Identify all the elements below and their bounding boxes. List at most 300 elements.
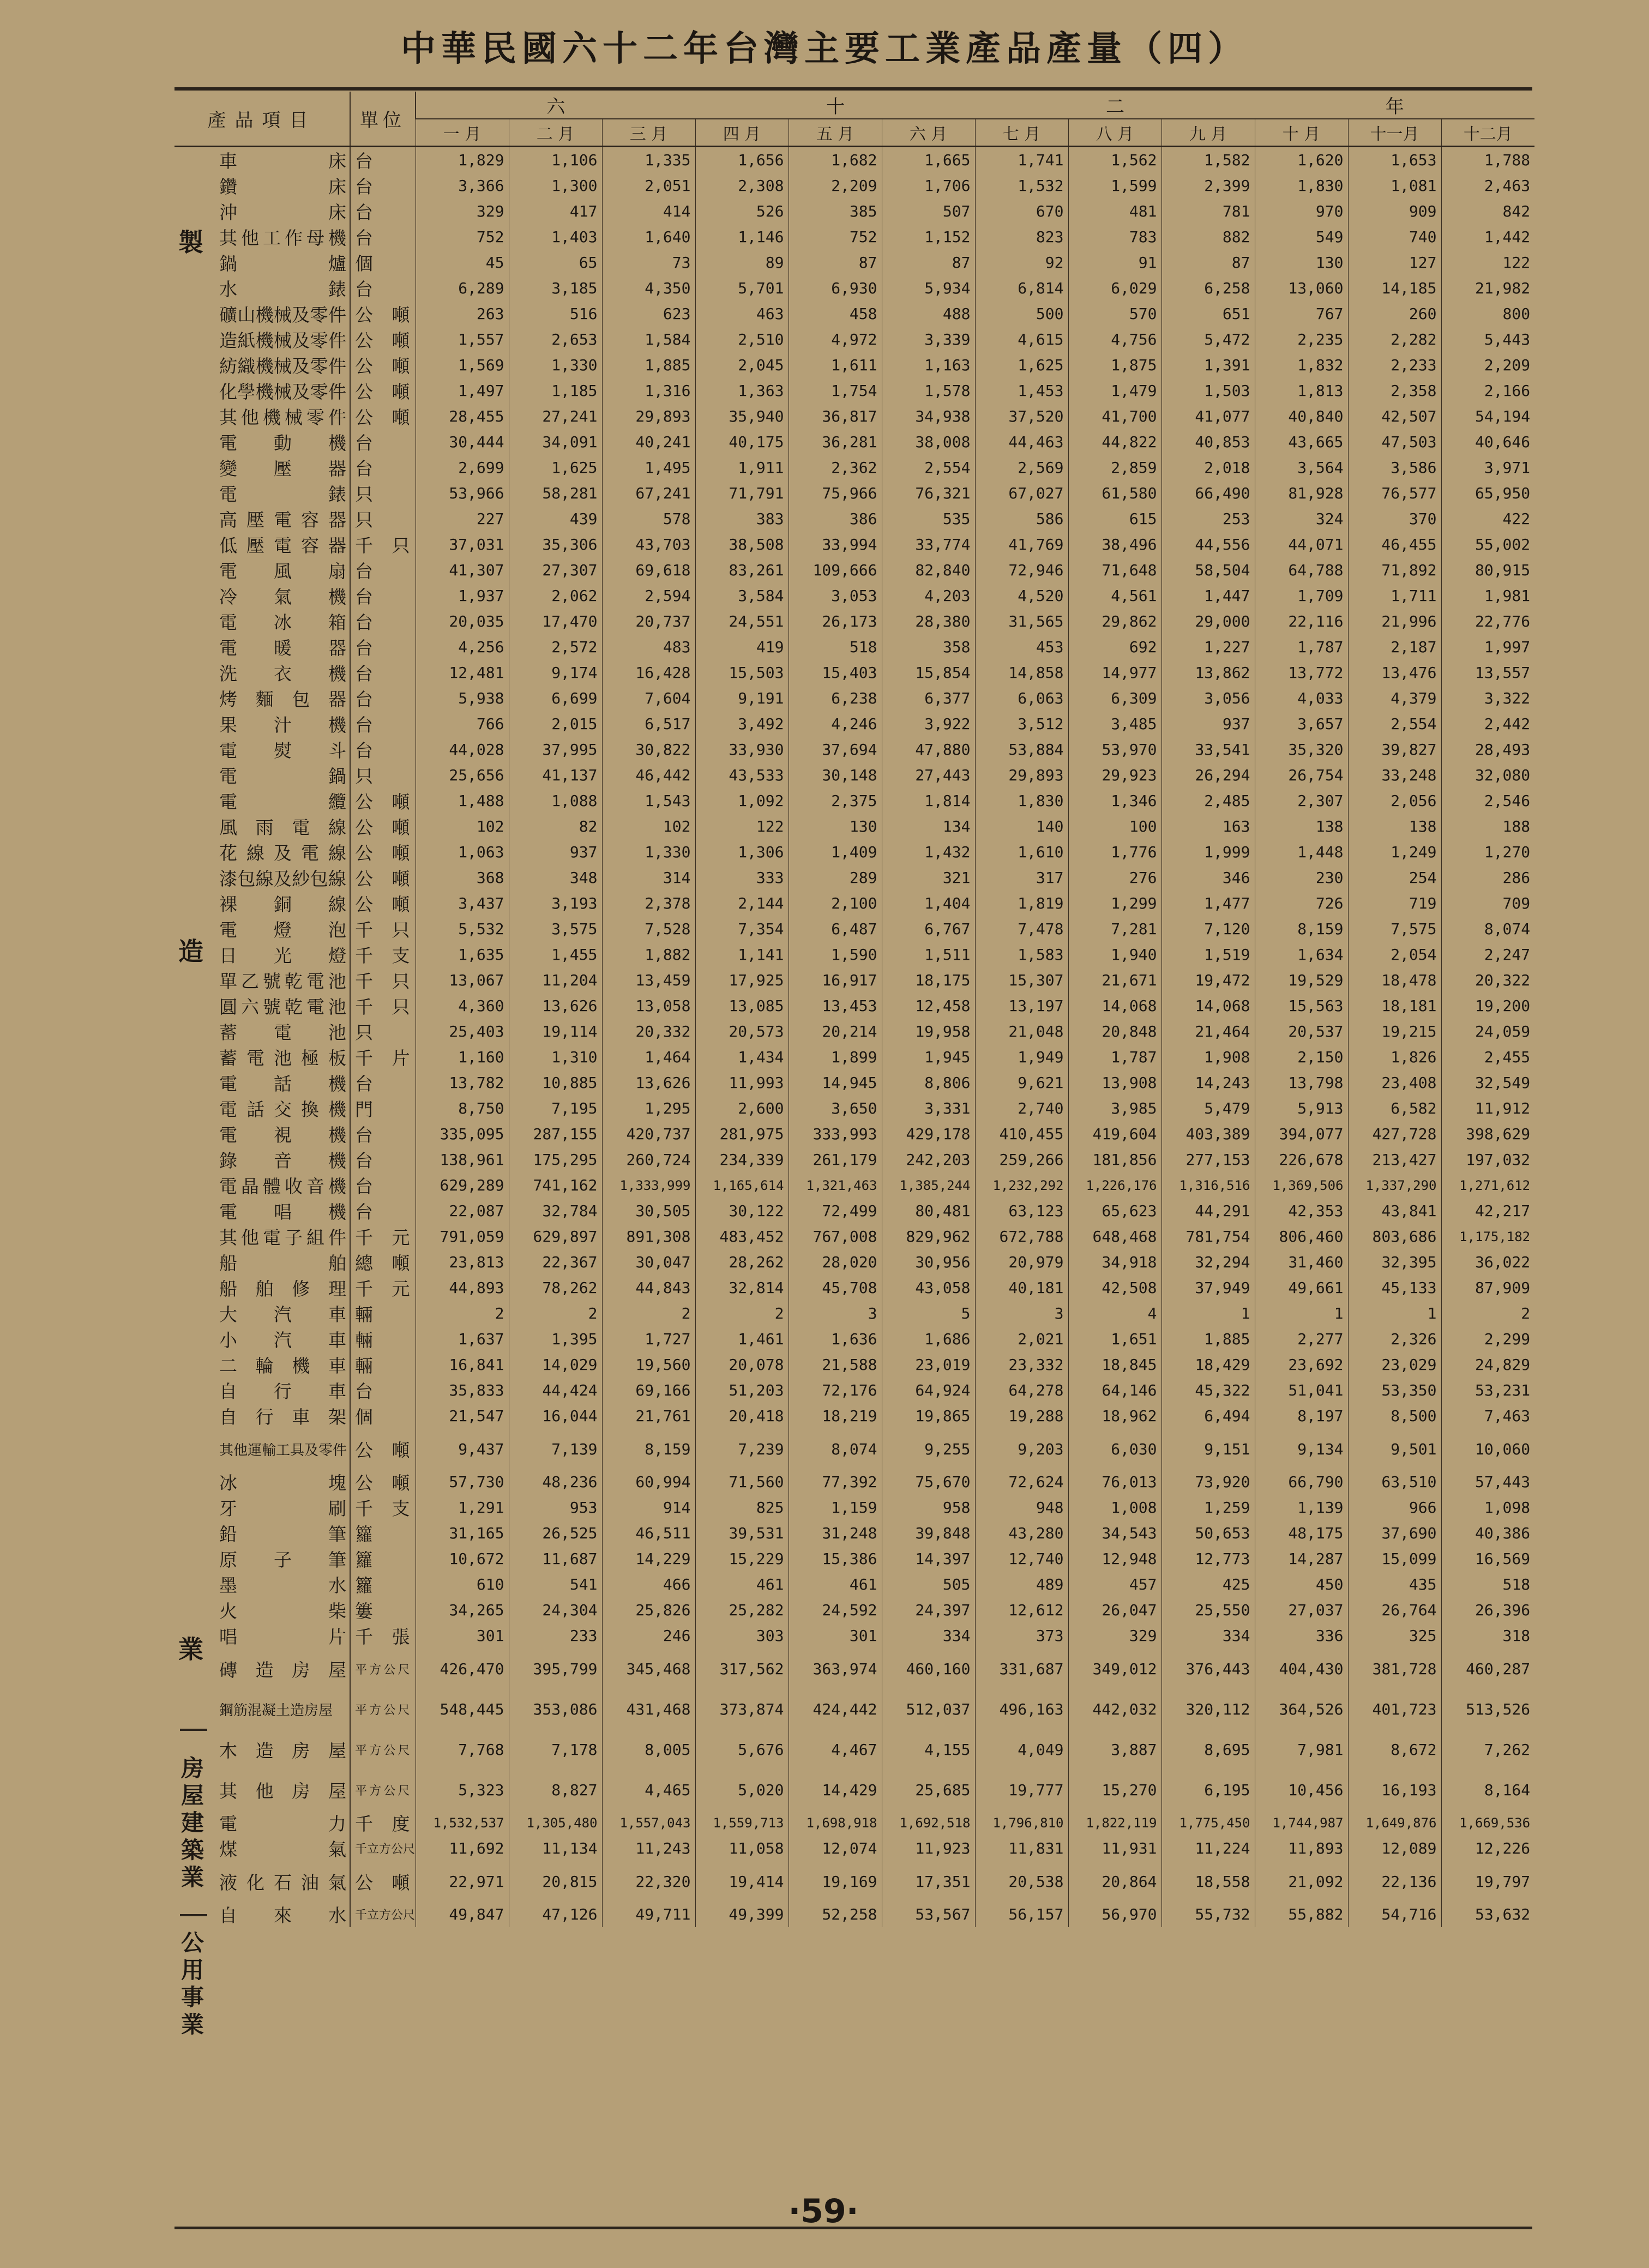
table-row [174, 1403, 1534, 1429]
value-cell: 325 [1348, 1623, 1441, 1649]
product-name: 鉛筆 [219, 1524, 346, 1545]
unit-cell: 台 [350, 583, 416, 609]
value-cell: 21,464 [1161, 1019, 1255, 1044]
value-cell: 648,468 [1068, 1224, 1161, 1249]
value-cell: 28,380 [882, 609, 975, 634]
value-cell: 4,520 [975, 583, 1068, 609]
value-cell: 130 [1255, 250, 1348, 275]
value-cell: 181,856 [1068, 1147, 1161, 1172]
product-name: 鍋爐 [219, 253, 346, 274]
value-cell: 23,019 [882, 1352, 975, 1377]
value-cell: 3,485 [1068, 711, 1161, 737]
value-cell: 966 [1348, 1495, 1441, 1520]
value-cell: 458 [789, 301, 882, 327]
unit-cell: 台 [350, 1172, 416, 1198]
value-cell: 188 [1441, 814, 1534, 839]
table-row [174, 1275, 1534, 1301]
unit-cell: 台 [350, 1147, 416, 1172]
value-cell: 260,724 [602, 1147, 695, 1172]
value-cell: 6,517 [602, 711, 695, 737]
value-cell: 891,308 [602, 1224, 695, 1249]
value-cell: 48,175 [1255, 1520, 1348, 1546]
value-cell: 12,226 [1441, 1836, 1534, 1861]
unit-cell: 公噸 [350, 814, 416, 839]
value-cell: 1,146 [695, 224, 789, 250]
table-row [174, 814, 1534, 839]
product-name: 其他機械零件 [219, 407, 346, 428]
value-cell: 14,068 [1161, 993, 1255, 1019]
value-cell: 21,588 [789, 1352, 882, 1377]
product-name: 高壓電容器 [219, 509, 346, 531]
value-cell: 25,403 [416, 1019, 509, 1044]
value-cell: 48,236 [509, 1469, 602, 1495]
value-cell: 1,249 [1348, 839, 1441, 865]
value-cell: 3,492 [695, 711, 789, 737]
value-cell: 1,185 [509, 378, 602, 404]
value-cell: 37,690 [1348, 1520, 1441, 1546]
value-cell: 1,442 [1441, 224, 1534, 250]
value-cell: 1,706 [882, 173, 975, 198]
table-row [174, 1121, 1534, 1147]
value-cell: 2,144 [695, 891, 789, 916]
value-cell: 19,529 [1255, 967, 1348, 993]
value-cell: 10,060 [1441, 1429, 1534, 1469]
value-cell: 19,958 [882, 1019, 975, 1044]
value-cell: 4,756 [1068, 327, 1161, 352]
value-cell: 44,071 [1255, 532, 1348, 557]
value-cell: 12,773 [1161, 1546, 1255, 1572]
value-cell: 481 [1068, 198, 1161, 224]
value-cell: 1,686 [882, 1326, 975, 1352]
value-cell: 1,479 [1068, 378, 1161, 404]
value-cell: 9,501 [1348, 1429, 1441, 1469]
value-cell: 15,099 [1348, 1546, 1441, 1572]
value-cell: 1,826 [1348, 1044, 1441, 1070]
value-cell: 83,261 [695, 557, 789, 583]
value-cell: 1 [1348, 1301, 1441, 1326]
unit-cell: 公噸 [350, 891, 416, 916]
value-cell: 20,737 [602, 609, 695, 634]
product-name: 漆包線及紗包線 [219, 868, 346, 889]
value-cell: 78,262 [509, 1275, 602, 1301]
value-cell: 672,788 [975, 1224, 1068, 1249]
value-cell: 12,948 [1068, 1546, 1161, 1572]
value-cell: 227 [416, 506, 509, 532]
value-cell: 24,304 [509, 1597, 602, 1623]
value-cell: 1,625 [509, 455, 602, 480]
value-cell: 58,281 [509, 480, 602, 506]
value-cell: 15,307 [975, 967, 1068, 993]
value-cell: 60,994 [602, 1469, 695, 1495]
value-cell: 289 [789, 865, 882, 891]
value-cell: 4,049 [975, 1729, 1068, 1770]
unit-cell: 台 [350, 737, 416, 762]
product-name: 磚造房屋 [219, 1659, 346, 1681]
top-rule [174, 87, 1532, 91]
value-cell: 49,847 [416, 1902, 509, 1927]
value-cell: 442,032 [1068, 1689, 1161, 1729]
value-cell: 263 [416, 301, 509, 327]
unit-cell: 千元 [350, 1275, 416, 1301]
value-cell: 439 [509, 506, 602, 532]
value-cell: 709 [1441, 891, 1534, 916]
unit-cell: 千立方公尺 [350, 1902, 416, 1927]
unit-cell: 台 [350, 609, 416, 634]
unit-cell: 輛 [350, 1352, 416, 1377]
value-cell: 610 [416, 1572, 509, 1597]
value-cell: 6,029 [1068, 275, 1161, 301]
value-cell: 5,934 [882, 275, 975, 301]
value-cell: 45 [416, 250, 509, 275]
table-row [174, 762, 1534, 788]
table-row [174, 1623, 1534, 1649]
value-cell: 3,971 [1441, 455, 1534, 480]
value-cell: 1,744,987 [1255, 1810, 1348, 1836]
value-cell: 21,982 [1441, 275, 1534, 301]
unit-cell: 台 [350, 557, 416, 583]
section-label-construction: 房屋建築業 [178, 1756, 204, 1892]
value-cell: 52,258 [789, 1902, 882, 1927]
value-cell: 34,265 [416, 1597, 509, 1623]
value-cell: 1,875 [1068, 352, 1161, 378]
value-cell: 303 [695, 1623, 789, 1649]
value-cell: 13,908 [1068, 1070, 1161, 1096]
value-cell: 11,058 [695, 1836, 789, 1861]
value-cell: 14,243 [1161, 1070, 1255, 1096]
unit-cell: 千支 [350, 1495, 416, 1520]
value-cell: 2,054 [1348, 942, 1441, 967]
unit-cell: 千立方公尺 [350, 1836, 416, 1861]
value-cell: 51,041 [1255, 1377, 1348, 1403]
value-cell: 7,575 [1348, 916, 1441, 942]
value-cell: 2,740 [975, 1096, 1068, 1121]
value-cell: 461 [695, 1572, 789, 1597]
value-cell: 57,730 [416, 1469, 509, 1495]
value-cell: 450 [1255, 1572, 1348, 1597]
value-cell: 46,455 [1348, 532, 1441, 557]
value-cell: 6,767 [882, 916, 975, 942]
value-cell: 766 [416, 711, 509, 737]
table-row [174, 378, 1534, 404]
value-cell: 20,848 [1068, 1019, 1161, 1044]
value-cell: 49,711 [602, 1902, 695, 1927]
value-cell: 13,626 [509, 993, 602, 1019]
value-cell: 2,282 [1348, 327, 1441, 352]
unit-cell: 台 [350, 1070, 416, 1096]
unit-cell: 台 [350, 173, 416, 198]
value-cell: 345,468 [602, 1649, 695, 1689]
product-name: 電纜 [219, 791, 346, 813]
value-cell: 72,624 [975, 1469, 1068, 1495]
value-cell: 806,460 [1255, 1224, 1348, 1249]
value-cell: 14,429 [789, 1770, 882, 1810]
product-name: 車床 [219, 151, 346, 172]
value-cell: 140 [975, 814, 1068, 839]
table-row [174, 1198, 1534, 1224]
value-cell: 2,277 [1255, 1326, 1348, 1352]
table-row [174, 865, 1534, 891]
value-cell: 5,701 [695, 275, 789, 301]
value-cell: 11,204 [509, 967, 602, 993]
value-cell: 1,754 [789, 378, 882, 404]
value-cell: 102 [602, 814, 695, 839]
table-row [174, 1044, 1534, 1070]
value-cell: 43,533 [695, 762, 789, 788]
table-row [174, 1377, 1534, 1403]
value-cell: 13,798 [1255, 1070, 1348, 1096]
value-cell: 3,985 [1068, 1096, 1161, 1121]
table-row [174, 173, 1534, 198]
value-cell: 30,444 [416, 429, 509, 455]
value-cell: 15,403 [789, 660, 882, 685]
value-cell: 426,470 [416, 1649, 509, 1689]
value-cell: 73 [602, 250, 695, 275]
product-name: 電唱機 [219, 1201, 346, 1223]
value-cell: 11,893 [1255, 1836, 1348, 1861]
value-cell: 27,241 [509, 404, 602, 429]
unit-cell: 台 [350, 224, 416, 250]
value-cell: 1,063 [416, 839, 509, 865]
product-name: 其他工作母機 [219, 227, 346, 249]
value-cell: 1,226,176 [1068, 1172, 1161, 1198]
value-cell: 21,547 [416, 1403, 509, 1429]
value-cell: 87 [789, 250, 882, 275]
value-cell: 35,306 [509, 532, 602, 557]
value-cell: 24,592 [789, 1597, 882, 1623]
value-cell: 1,830 [975, 788, 1068, 814]
value-cell: 318 [1441, 1623, 1534, 1649]
value-cell: 385 [789, 198, 882, 224]
value-cell: 5,913 [1255, 1096, 1348, 1121]
value-cell: 1,139 [1255, 1495, 1348, 1520]
value-cell: 526 [695, 198, 789, 224]
value-cell: 403,389 [1161, 1121, 1255, 1147]
value-cell: 14,068 [1068, 993, 1161, 1019]
value-cell: 1,477 [1161, 891, 1255, 916]
value-cell: 5 [882, 1301, 975, 1326]
value-cell: 261,179 [789, 1147, 882, 1172]
value-cell: 4,155 [882, 1729, 975, 1770]
value-cell: 175,295 [509, 1147, 602, 1172]
value-cell: 63,123 [975, 1198, 1068, 1224]
value-cell: 2,056 [1348, 788, 1441, 814]
value-cell: 53,884 [975, 737, 1068, 762]
unit-cell: 籮 [350, 1546, 416, 1572]
value-cell: 45,133 [1348, 1275, 1441, 1301]
value-cell: 1,899 [789, 1044, 882, 1070]
value-cell: 3,053 [789, 583, 882, 609]
value-cell: 12,458 [882, 993, 975, 1019]
value-cell: 134 [882, 814, 975, 839]
value-cell: 629,897 [509, 1224, 602, 1249]
value-cell: 30,956 [882, 1249, 975, 1275]
value-cell: 937 [1161, 711, 1255, 737]
table-row [174, 198, 1534, 224]
value-cell: 1,404 [882, 891, 975, 916]
value-cell: 586 [975, 506, 1068, 532]
value-cell: 43,703 [602, 532, 695, 557]
value-cell: 26,525 [509, 1520, 602, 1546]
value-cell: 741,162 [509, 1172, 602, 1198]
value-cell: 6,238 [789, 685, 882, 711]
value-cell: 8,159 [602, 1429, 695, 1469]
value-cell: 1,455 [509, 942, 602, 967]
value-cell: 825 [695, 1495, 789, 1520]
value-cell: 130 [789, 814, 882, 839]
value-cell: 1,434 [695, 1044, 789, 1070]
value-cell: 823 [975, 224, 1068, 250]
product-name: 化學機械及零件 [219, 381, 346, 402]
value-cell: 1,557 [416, 327, 509, 352]
value-cell: 2,546 [1441, 788, 1534, 814]
table-row [174, 788, 1534, 814]
value-cell: 46,511 [602, 1520, 695, 1546]
unit-cell: 台 [350, 147, 416, 173]
value-cell: 2,209 [789, 173, 882, 198]
value-cell: 518 [1441, 1572, 1534, 1597]
table-row [174, 429, 1534, 455]
page-title: 中華民國六十二年台灣主要工業產品產量（四） [401, 29, 1248, 69]
value-cell: 1,160 [416, 1044, 509, 1070]
value-cell: 2,554 [882, 455, 975, 480]
value-cell: 15,563 [1255, 993, 1348, 1019]
value-cell: 1,081 [1348, 173, 1441, 198]
unit-cell: 總噸 [350, 1249, 416, 1275]
value-cell: 287,155 [509, 1121, 602, 1147]
value-cell: 1,299 [1068, 891, 1161, 916]
value-cell: 14,229 [602, 1546, 695, 1572]
value-cell: 422 [1441, 506, 1534, 532]
value-cell: 65,950 [1441, 480, 1534, 506]
value-cell: 87,909 [1441, 1275, 1534, 1301]
value-cell: 15,386 [789, 1546, 882, 1572]
value-cell: 4,561 [1068, 583, 1161, 609]
value-cell: 32,294 [1161, 1249, 1255, 1275]
value-cell: 1,636 [789, 1326, 882, 1352]
table-row [174, 839, 1534, 865]
unit-cell: 公噸 [350, 865, 416, 891]
value-cell: 10,672 [416, 1546, 509, 1572]
value-cell: 1,532 [975, 173, 1068, 198]
table-row [174, 1019, 1534, 1044]
value-cell: 5,443 [1441, 327, 1534, 352]
value-cell: 1,291 [416, 1495, 509, 1520]
value-cell: 163 [1161, 814, 1255, 839]
value-cell: 9,134 [1255, 1429, 1348, 1469]
value-cell: 20,815 [509, 1861, 602, 1902]
unit-cell: 台 [350, 429, 416, 455]
unit-cell: 台 [350, 275, 416, 301]
value-cell: 2,308 [695, 173, 789, 198]
table-row [174, 634, 1534, 660]
value-cell: 19,200 [1441, 993, 1534, 1019]
value-cell: 301 [789, 1623, 882, 1649]
value-cell: 61,580 [1068, 480, 1161, 506]
value-cell: 24,829 [1441, 1352, 1534, 1377]
value-cell: 11,993 [695, 1070, 789, 1096]
product-name: 電風扇 [219, 561, 346, 582]
value-cell: 12,074 [789, 1836, 882, 1861]
product-name: 船舶 [219, 1253, 346, 1274]
header-unit: 單位 [350, 92, 416, 147]
value-cell: 7,139 [509, 1429, 602, 1469]
unit-cell: 輛 [350, 1301, 416, 1326]
value-cell: 16,569 [1441, 1546, 1534, 1572]
value-cell: 333 [695, 865, 789, 891]
value-cell: 1,583 [975, 942, 1068, 967]
unit-cell: 門 [350, 1096, 416, 1121]
value-cell: 20,322 [1441, 967, 1534, 993]
value-cell: 19,560 [602, 1352, 695, 1377]
value-cell: 89 [695, 250, 789, 275]
value-cell: 2,015 [509, 711, 602, 737]
value-cell: 386 [789, 506, 882, 532]
value-cell: 33,248 [1348, 762, 1441, 788]
value-cell: 1,711 [1348, 583, 1441, 609]
value-cell: 1,945 [882, 1044, 975, 1070]
table-row [174, 1301, 1534, 1326]
product-name: 裸銅線 [219, 894, 346, 915]
value-cell: 6,030 [1068, 1429, 1161, 1469]
product-name: 其他房屋 [219, 1780, 346, 1802]
table-row [174, 480, 1534, 506]
value-cell: 11,134 [509, 1836, 602, 1861]
unit-cell: 輛 [350, 1326, 416, 1352]
value-cell: 47,503 [1348, 429, 1441, 455]
value-cell: 286 [1441, 865, 1534, 891]
value-cell: 349,012 [1068, 1649, 1161, 1689]
product-name: 蓄電池 [219, 1022, 346, 1043]
value-cell: 1,321,463 [789, 1172, 882, 1198]
table-row [174, 993, 1534, 1019]
value-cell: 1,776 [1068, 839, 1161, 865]
value-cell: 73,920 [1161, 1469, 1255, 1495]
value-cell: 1,819 [975, 891, 1068, 916]
value-cell: 1,829 [416, 147, 509, 173]
unit-cell: 簍 [350, 1597, 416, 1623]
value-cell: 43,058 [882, 1275, 975, 1301]
value-cell: 461 [789, 1572, 882, 1597]
value-cell: 1,330 [602, 839, 695, 865]
value-cell: 55,732 [1161, 1902, 1255, 1927]
value-cell: 29,000 [1161, 609, 1255, 634]
product-name: 風雨電線 [219, 817, 346, 838]
value-cell: 30,122 [695, 1198, 789, 1224]
value-cell: 1,141 [695, 942, 789, 967]
value-cell: 24,059 [1441, 1019, 1534, 1044]
value-cell: 2,299 [1441, 1326, 1534, 1352]
value-cell: 1,333,999 [602, 1172, 695, 1198]
value-cell: 12,612 [975, 1597, 1068, 1623]
value-cell: 1,669,536 [1441, 1810, 1534, 1836]
value-cell: 230 [1255, 865, 1348, 891]
value-cell: 781,754 [1161, 1224, 1255, 1249]
value-cell: 320,112 [1161, 1689, 1255, 1729]
value-cell: 22,776 [1441, 609, 1534, 634]
value-cell: 1,300 [509, 173, 602, 198]
unit-cell: 籮 [350, 1572, 416, 1597]
value-cell: 49,661 [1255, 1275, 1348, 1301]
value-cell: 1,227 [1161, 634, 1255, 660]
value-cell: 13,782 [416, 1070, 509, 1096]
value-cell: 32,784 [509, 1198, 602, 1224]
value-cell: 65 [509, 250, 602, 275]
value-cell: 324 [1255, 506, 1348, 532]
value-cell: 1,488 [416, 788, 509, 814]
table-row [174, 1429, 1534, 1469]
unit-cell: 公噸 [350, 378, 416, 404]
value-cell: 1,727 [602, 1326, 695, 1352]
